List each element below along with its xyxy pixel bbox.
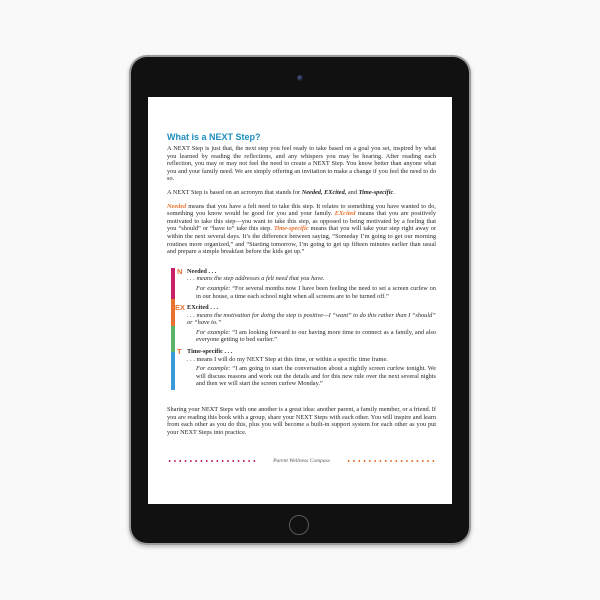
footer-title: Parent Wellness Compass <box>273 458 330 464</box>
example-label: For example: <box>196 284 231 292</box>
text-span: means that you are positively motivated to take this step—you want to take this step, as opposed to being motivated by a feeling that you “should” or “have to” take this step. <box>167 210 437 233</box>
emphasis-text: Needed, EXcited, <box>301 188 347 196</box>
front-camera-icon <box>297 75 303 81</box>
example-label: For example: <box>196 328 231 336</box>
home-button[interactable] <box>289 515 309 535</box>
example-text: “I am looking forward to our having more time to connect as a family, and also everyone getting to bed earlier.” <box>196 328 436 344</box>
highlight-time-specific: Time-specific <box>273 225 309 233</box>
page-heading: What is a NEXT Step? <box>167 132 261 142</box>
ebook-screen[interactable] <box>148 97 452 504</box>
acronym-meaning: . . . means I will do my NEXT Step at this time, or within a specific time frame. <box>187 355 388 363</box>
footer-dots-left <box>167 460 257 462</box>
acronym-example <box>187 329 436 344</box>
text-span: . <box>393 188 395 196</box>
text-span: A NEXT Step is based on an acronym that stands for <box>167 188 302 196</box>
acronym-example <box>187 285 436 300</box>
text-span: means that you have a felt need to take this step. It relates to something you have wanted to do, something you know would be good for you and your family. <box>167 202 436 218</box>
acronym-list <box>167 268 436 388</box>
acronym-term: EXcited . . . <box>187 304 219 312</box>
highlight-excited: EXcited <box>334 210 356 218</box>
highlight-needed: Needed <box>167 202 187 210</box>
emphasis-text: Time-specific <box>358 188 394 196</box>
acronym-item-time-specific <box>167 348 436 388</box>
definition-paragraph <box>167 203 436 256</box>
sharing-paragraph: Sharing your NEXT Steps with one another is a great idea: another parent, a family member, or a friend. If you are reading this book with a group, share your NEXT Steps with each other. You will inspire and learn from each other as you do this, plus you will become a built-in support system for each other as you put your NEXT Steps into practice. <box>167 406 436 436</box>
acronym-item-excited <box>167 304 436 344</box>
acronym-meaning: . . . means the motivation for doing the step is positive—I “want” to do this rather than I “should” or “have to.” <box>187 311 436 327</box>
tablet-device <box>129 55 471 545</box>
footer-dots-right <box>346 460 436 462</box>
page-footer <box>167 458 436 464</box>
intro-paragraph: A NEXT Step is just that, the next step you feel ready to take based on a goal you set, inspired by what you learned by reading the reflections, and any whispers you may be hearing. After reading each reflection, you may or may not feel the need to create a NEXT Step. You know better than anyone what you and your family need. We are simply offering an invitation to make a change if you feel the need to do so. <box>167 145 436 183</box>
acronym-paragraph <box>167 189 436 197</box>
text-span: and <box>346 188 359 196</box>
acronym-letter: T <box>177 347 182 357</box>
example-text: “For several months now I have been feeling the need to set a screen curfew on in our house, a time each school night when all screens are to be turned off.” <box>196 284 436 300</box>
ebook-page <box>167 132 436 442</box>
acronym-letter: N <box>177 266 183 276</box>
text-span: means that you will take your step right away or within the next several days. It’s the difference between saying, “Someday I’m going to get our morning routines more organized,” and “Starting tomorrow, I’m going to get up fifteen minutes earlier than usual and prepare a simple breakfast before the kids get up.” <box>167 225 436 256</box>
example-label: For example: <box>196 365 231 373</box>
acronym-item-needed <box>167 268 436 300</box>
tablet-bezel <box>131 57 469 543</box>
acronym-example <box>187 365 436 388</box>
acronym-term: Needed . . . <box>187 267 217 275</box>
acronym-term: Time-specific . . . <box>187 348 233 356</box>
acronym-meaning: . . . means the step addresses a felt need that you have. <box>187 275 325 283</box>
acronym-letter: EX <box>175 303 186 313</box>
example-text: “I am going to start the conversation about a nightly screen curfew tonight. We will discuss reasons and work out the details and for this new rule over the next several nights and then we will start the screen curfew Monday.” <box>196 365 436 388</box>
